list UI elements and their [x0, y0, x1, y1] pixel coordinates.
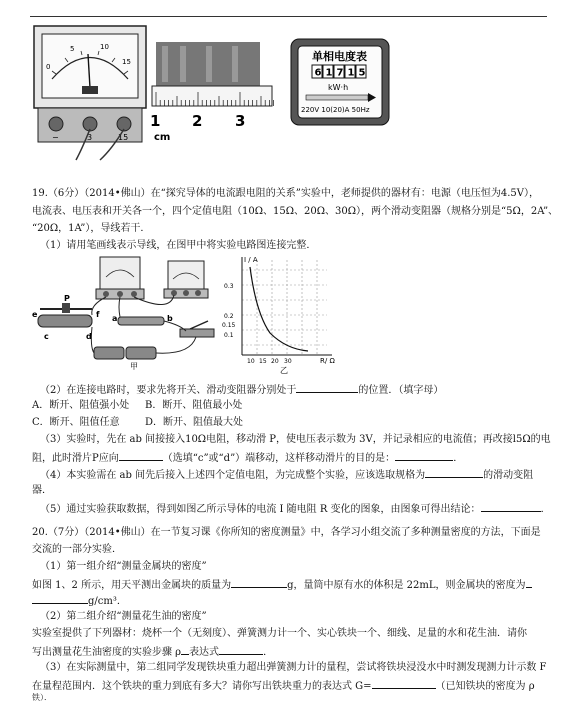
- q20-sub2-line2: 实验室提供了下列器材：烧杯一个（无刻度）、弹簧测力计一个、实心铁块一个、细线、足量的水和花生油．请你: [32, 628, 527, 639]
- q19-sub4: [40, 467, 533, 483]
- meter-unit: kW·h: [328, 83, 349, 92]
- q20-sub1: （1）第一组介绍“测量金属块的密度”: [40, 561, 207, 572]
- graph-xlabel: R/ Ω: [320, 357, 335, 365]
- q19-sub3-c: ．: [453, 453, 464, 464]
- graph-ytick-0.2: 0.2: [224, 313, 234, 320]
- q19-sub1: （1）请用笔画线表示导线，在图甲中将实验电路图连接完整．: [40, 240, 317, 251]
- energy-meter-figure: [290, 38, 390, 126]
- q19-sub5-a: （5）通过实验获取数据，得到如图乙所示导体的电流 I 随电阻 R 变化的图象，由图象可得出结论：: [40, 504, 481, 515]
- answer-blank-20-1b-start: [526, 577, 532, 588]
- graph-caption: 乙: [280, 366, 288, 375]
- answer-blank-20-1a[interactable]: [231, 577, 287, 588]
- terminal-15: 15: [118, 133, 129, 142]
- q20-sub2-a: 写出测量花生油密度的实验步骤 ρ: [32, 647, 182, 658]
- answer-blank-19-4[interactable]: [425, 467, 483, 478]
- meter-digit: 1: [347, 67, 355, 79]
- q19-sub4-b: 的滑动变阻: [483, 470, 534, 481]
- circuit-label-p: P: [64, 294, 70, 303]
- meter-digit: 1: [325, 67, 333, 79]
- circuit-caption: 甲: [130, 362, 138, 370]
- meter-digit: 5: [358, 67, 366, 79]
- answer-blank-19-3b[interactable]: [395, 450, 453, 461]
- q20-sub3-a: 在量程范围内．这个铁块的重力到底有多大？请你写出铁块重力的表达式 G=: [32, 681, 372, 692]
- q19-opt-b[interactable]: B．断开、阻值最小处: [145, 400, 243, 411]
- ruler-tick-3: 3: [235, 112, 246, 130]
- graph-figure: [222, 255, 337, 375]
- meter-rating: 220V 10(20)A 50Hz: [301, 106, 370, 114]
- meter-digit: 7: [336, 67, 344, 79]
- dial-15: 15: [122, 58, 131, 66]
- q19-sub4-line2: 器．: [32, 485, 52, 496]
- answer-blank-19-5[interactable]: [481, 501, 541, 512]
- q19-sub3-b: （选填“c”或“d”）端移动，这样移动滑片的目的是：: [162, 453, 396, 464]
- circuit-label-a: a: [112, 314, 118, 323]
- q20-sub2: （2）第二组介绍“测量花生油的密度”: [40, 611, 207, 622]
- answer-blank-20-2-sub: [181, 644, 189, 655]
- ruler-tick-2: 2: [192, 112, 203, 130]
- q19-sub5: [40, 501, 551, 517]
- q20-line2: 交流的一部分实验．: [32, 544, 122, 555]
- graph-ytick-0.1: 0.1: [224, 332, 234, 339]
- q19-header: 19.（6分）（2014•佛山）在“探究导体的电流跟电阻的关系”实验中，老师提供的器材有：电源（电压恒为4.5V），: [32, 188, 539, 199]
- circuit-label-f: f: [96, 310, 100, 319]
- q20-header: 20.（7分）（2014•佛山）在一节复习课《你所知的密度测量》中，各学习小组交流了多种测量密度的方法，下面是: [32, 527, 541, 538]
- q20-sub3-line2: [32, 678, 535, 694]
- ruler-tick-1: 1: [150, 112, 161, 130]
- circuit-figure: [30, 255, 235, 370]
- q19-sub2-pre: （2）在连接电路时，要求先将开关、滑动变阻器分别处于: [40, 385, 297, 396]
- q19-sub4-a: （4）本实验需在 ab 间先后接入上述四个定值电阻，为完成整个实验，应该选取规格为: [40, 470, 426, 481]
- ruler-figure: [150, 40, 275, 146]
- q20-sub1-line2: [32, 577, 532, 593]
- answer-blank-20-3[interactable]: [372, 678, 436, 689]
- terminal-3: 3: [87, 133, 93, 142]
- q19-opt-a[interactable]: A．断开、阻值强小处: [32, 400, 130, 411]
- q19-sub5-b: ．: [540, 504, 551, 515]
- q19-sub3-line2: [32, 450, 463, 466]
- q19-sub2-post: 的位置．（填字母）: [358, 385, 444, 396]
- q20-sub3-line1: （3）在实际测量中，第二组同学发现铁块重力超出弹簧测力计的量程，尝试将铁块浸没水中时测发现测力计示数 F: [40, 662, 547, 673]
- q19-opt-d[interactable]: D．断开、阻值最大处: [145, 417, 244, 428]
- q19-sub3-a: 阻，此时滑片P应向: [32, 453, 119, 464]
- circuit-label-b: b: [167, 314, 173, 323]
- answer-blank-20-2[interactable]: [219, 644, 263, 655]
- meter-title: 单相电度表: [312, 50, 367, 63]
- answer-blank-20-1b[interactable]: [32, 593, 88, 604]
- q20-sub3-b: （已知铁块的密度为 ρ: [435, 681, 535, 692]
- dial-0: 0: [46, 63, 51, 71]
- graph-xtick-30: 30: [284, 358, 292, 365]
- q19-sub2: [40, 382, 443, 398]
- q20-sub1-b: g，量筒中原有水的体积是 22mL，则金属块的密度为: [287, 580, 526, 591]
- q20-sub2-line3: [32, 644, 273, 660]
- q19-line2: 电流表、电压表和开关各一个，四个定值电阻（10Ω、15Ω、20Ω、30Ω），两个滑动变阻器（规格分别是“5Ω，2A”、: [32, 206, 559, 217]
- q19-line3: “20Ω，1A”），导线若干．: [32, 223, 151, 234]
- circuit-label-d: d: [86, 332, 92, 341]
- q20-sub2-c: ．: [263, 647, 274, 658]
- svg-text:−: −: [52, 133, 59, 142]
- q19-sub3-line1: （3）实验时，先在 ab 间接接入10Ω电阻，移动滑 P，使电压表示数为 3V，并记录相应的电流值；再改接l5Ω的电: [40, 434, 551, 445]
- q20-sub1-a: 如图 1、2 所示，用天平测出金属块的质量为: [32, 580, 232, 591]
- circuit-label-c: c: [44, 332, 49, 341]
- dial-10: 10: [100, 43, 109, 51]
- answer-blank-19-2[interactable]: [296, 382, 358, 393]
- graph-ylabel: I / A: [244, 256, 258, 264]
- q20-sub3-line3: 铁）．: [32, 693, 52, 702]
- q20-sub1-unit: g/cm³．: [88, 596, 127, 607]
- q20-sub2-b: 表达式: [189, 647, 220, 658]
- graph-xtick-15: 15: [259, 358, 267, 365]
- top-rule: [30, 16, 547, 17]
- ruler-unit: cm: [154, 132, 171, 143]
- graph-ytick-0.15: 0.15: [222, 322, 236, 329]
- meter-digit: 6: [314, 67, 322, 79]
- q20-sub1-line3: [32, 593, 127, 609]
- circuit-label-e: e: [32, 310, 38, 319]
- voltmeter-figure: [32, 24, 148, 162]
- q19-opt-c[interactable]: C．断开、阻值任意: [32, 417, 120, 428]
- graph-xtick-10: 10: [247, 358, 255, 365]
- answer-blank-19-3a[interactable]: [119, 450, 163, 461]
- dial-5: 5: [70, 45, 75, 53]
- graph-xtick-20: 20: [271, 358, 279, 365]
- graph-ytick-0.3: 0.3: [224, 283, 234, 290]
